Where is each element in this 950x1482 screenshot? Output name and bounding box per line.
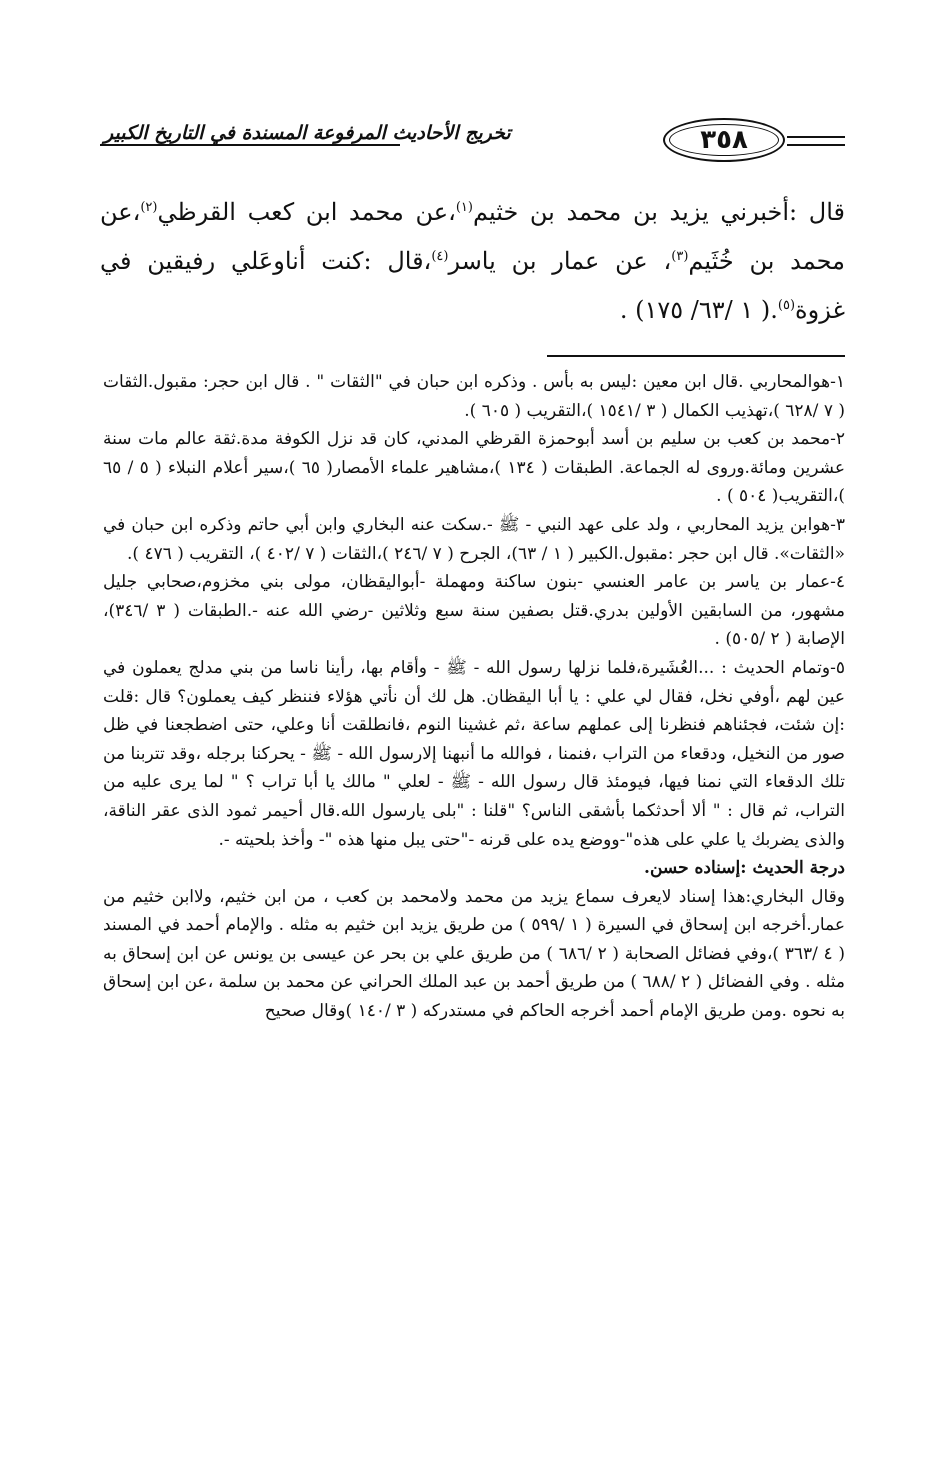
hadith-text [100, 188, 845, 335]
header-rule-left-bottom [100, 144, 400, 146]
page-number-frame [663, 118, 785, 162]
footnote-ref-1: (١) [455, 200, 473, 215]
hadith-text-part: قال :أخبرني يزيد بن محمد بن خثيم [472, 198, 845, 226]
footnote-separator [547, 355, 845, 357]
hadith-text-part: ، عن عمار بن ياسر [448, 247, 672, 275]
header-rule-right-bottom [787, 144, 845, 146]
footnote-2: ٢-محمد بن كعب بن سليم بن أسد أبوحمزة القرظي المدني، كان قد نزل الكوفة مدة.ثقة عالم مات سنة عشرين ومائة.وروى له الجماعة. الطبقات ( ١٣٤ )،مشاهير علماء الأمصار( ٦٥ )،سير أعلام النبلاء ( ٥ / ٦٥ )،التقريب( ٥٠٤ ) . [103, 429, 845, 507]
footnote-ref-5: (٥) [777, 298, 796, 313]
grade-commentary: وقال البخاري:هذا إسناد لايعرف سماع يزيد من محمد ولامحمد بن كعب ، من ابن خثيم، ولاابن خثيم من عمار.أخرجه ابن إسحاق في السيرة ( ١ /٥٩٩ ) من طريق يزيد ابن خثيم به مثله . والإمام أحمد في المسند ( ٤ /٣٦٣ )،وفي فضائل الصحابة ( ٢ /٦٨٦ ) من طريق علي بن بحر عن عيسى بن يونس عن ابن إسحاق به مثله . وفي الفضائل ( ٢ /٦٨٨ ) من طريق أحمد بن عبد الملك الحراني عن محمد بن سلمة ،عن ابن إسحاق به نحوه .ومن طريق الإمام أحمد أخرجه الحاكم في مستدركه ( ٣ /١٤٠ )وقال صحيح [103, 886, 845, 1022]
running-book-title: تخريج الأحاديث المرفوعة المسندة في التاريخ الكبير [100, 122, 519, 144]
hadith-grade: درجة الحديث :إسناده حسن. [644, 858, 845, 879]
hadith-text-part: ،قال :كنت أناوعَلي رفيقين في غزوة [100, 247, 845, 324]
hadith-text-part: .( ١ /٦٣/ ١٧٥) . [619, 296, 778, 324]
footnote-ref-2: (٢) [140, 200, 158, 215]
footnote-ref-3: (٣) [671, 249, 689, 264]
page-header [100, 118, 845, 176]
footnote-ref-4: (٤) [431, 249, 449, 264]
footnote-1: ١-هوالمحاربي .قال ابن معين :ليس به بأس . وذكره ابن حبان في "الثقات " . قال ابن حجر: مقبول.الثقات ( ٧ /٦٢٨ )،تهذيب الكمال ( ٣ /١٥٤١ )،التقريب ( ٦٠٥ ). [103, 372, 845, 421]
footnote-4: ٤-عمار بن ياسر بن عامر العنسي -بنون ساكنة ومهملة -أبواليقظان، مولى بني مخزوم،صحابي جليل مشهور، من السابقين الأولين بدري.قتل بصفين سنة سبع وثلاثين -رضي الله عنه -.الطبقات ( ٣ /٣٤٦)، الإصابة ( ٢ /٥٠٥) . [103, 572, 846, 650]
footnote-5: ٥-وتمام الحديث : ...العُشَيرة،فلما نزلها رسول الله - ﷺ - وأقام بها، رأينا ناسا من بني مدلج يعملون في عين لهم ،أوفي نخل، فقال لي علي : يا أبا اليقظان. هل لك أن نأتي هؤلاء فننظر كيف يعملون؟ قال :قلت :إن شئت، فجئناهم فنظرنا إلى عملهم ساعة ،ثم غشينا النوم ،فانطلقت أنا وعلي، حتى اضطجعنا في ظل صور من النخيل، ودقعاء من التراب ،فنمنا ، فوالله ما أنبهنا إلارسول الله - ﷺ - يحركنا برجله ،وقد تتربنا من تلك الدقعاء التي نمنا فيها، فيومئذ قال رسول الله - ﷺ - لعلي " مالك يا أبا تراب ؟ " لما يرى عليه من التراب، ثم قال : " ألا أحدثكما بأشقى الناس؟ "قلنا : "بلى يارسول الله.قال أحيمر ثمود الذى عقر الناقة، والذى يضربك يا علي على هذه"-ووضع يده على قرنه -"حتى يبل منها هذه "- وأخذ بلحيته -. [103, 657, 845, 850]
footnote-3: ٣-هوابن يزيد المحاربي ، ولد على عهد النبي - ﷺ -.سكت عنه البخاري وابن أبي حاتم وذكره ابن حبان في «الثقات». قال ابن حجر :مقبول.الكبير ( ١ / ٦٣)، الجرح ( ٧ /٢٤٦ )،الثقات ( ٧ /٤٠٢ )، التقريب ( ٤٧٦ ). [103, 514, 845, 564]
hadith-text-part: ،عن محمد ابن كعب القرظي [157, 198, 456, 226]
page-number: ٣٥٨ [700, 125, 748, 155]
header-rule-right-top [787, 136, 845, 138]
footnotes-block [103, 368, 845, 1026]
hadith-text-part: ،عن محمد بن خُثَيم [100, 198, 845, 275]
